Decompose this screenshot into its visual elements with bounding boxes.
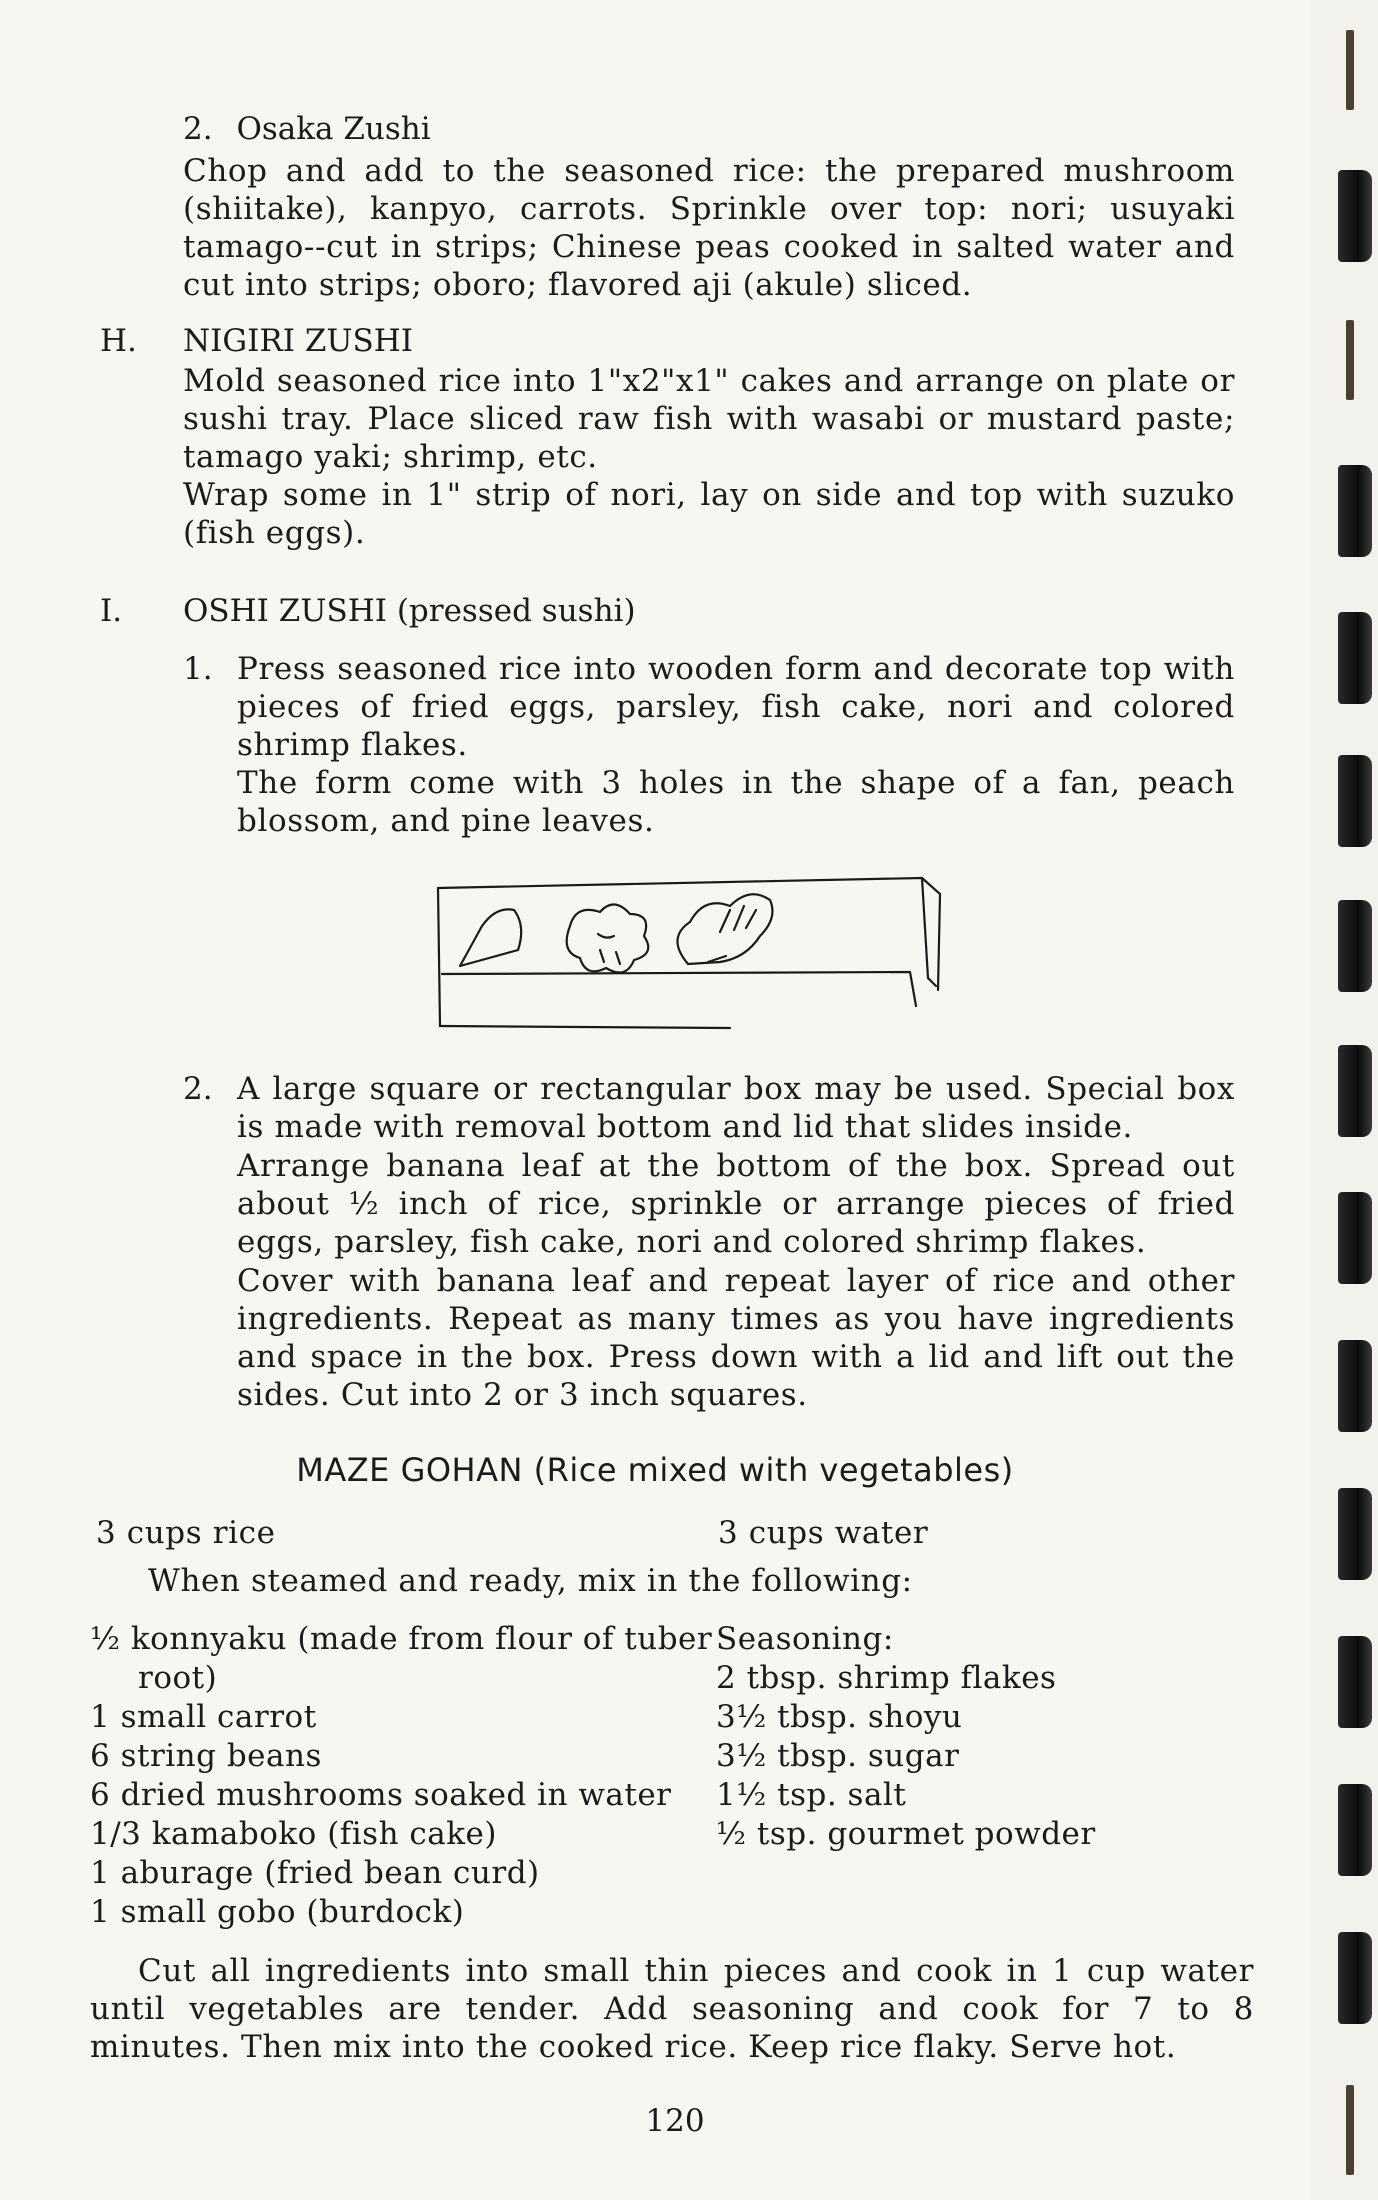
binding-ring: [1338, 900, 1372, 992]
seasoning-item: 3½ tbsp. shoyu: [716, 1699, 963, 1735]
ingredient-item: ½ konnyaku (made from flour of tuber: [90, 1621, 713, 1657]
nigiri-zushi-title: NIGIRI ZUSHI: [183, 323, 414, 359]
osaka-zushi-body: Chop and add to the seasoned rice: the prepared mushroom (shiitake), kanpyo, carrots. Sprinkle over top: nori; usuyaki tamago--cut in strips; Chinese peas cooked in salted water and cut into strips; oboro; flavored aji (akule) sliced.: [183, 153, 1235, 303]
section-h-letter: H.: [100, 323, 137, 359]
ingredient-item: 1 small carrot: [90, 1699, 317, 1735]
oshi-item2-para2: Arrange banana leaf at the bottom of the box. Spread out about ½ inch of rice, sprinkle or arrange pieces of fried eggs, parsley, fish cake, nori and colored shrimp flakes.: [237, 1148, 1235, 1260]
ingredient-item: 1 aburage (fried bean curd): [90, 1855, 540, 1891]
oshi-item2-number: 2.: [183, 1071, 213, 1107]
binding-ring: [1338, 1192, 1372, 1284]
seasoning-item: ½ tsp. gourmet powder: [716, 1816, 1096, 1852]
seasoning-item: 1½ tsp. salt: [716, 1777, 907, 1813]
osaka-zushi-heading: [183, 110, 431, 148]
ingredient-item: root): [138, 1660, 218, 1696]
binding-ring: [1346, 2085, 1354, 2175]
ingredient-item: 1/3 kamaboko (fish cake): [90, 1816, 497, 1852]
press-form-sketch: [430, 866, 950, 1032]
oshi-item1-para1: Press seasoned rice into wooden form and decorate top with pieces of fried eggs, parsley, fish cake, nori and colored shrimp flakes.: [237, 651, 1235, 763]
binding-ring: [1338, 612, 1372, 704]
maze-gohan-title: MAZE GOHAN (Rice mixed with vegetables): [296, 1451, 1014, 1489]
ingredient-item: 6 string beans: [90, 1738, 322, 1774]
seasoning-list: [716, 1620, 1096, 1854]
nigiri-zushi-para2: Wrap some in 1" strip of nori, lay on side and top with suzuko (fish eggs).: [183, 477, 1235, 551]
seasoning-item: 2 tbsp. shrimp flakes: [716, 1660, 1057, 1696]
nigiri-zushi-para1: Mold seasoned rice into 1"x2"x1" cakes and arrange on plate or sushi tray. Place sliced raw fish with wasabi or mustard paste; tamago yaki; shrimp, etc.: [183, 363, 1235, 475]
mix-instruction: When steamed and ready, mix in the following:: [148, 1563, 913, 1599]
binding-ring: [1338, 755, 1372, 847]
osaka-title: Osaka Zushi: [236, 111, 431, 147]
spiral-binding: [1310, 0, 1378, 2200]
osaka-number: 2.: [183, 111, 213, 147]
binding-ring: [1346, 320, 1354, 400]
binding-ring: [1338, 170, 1372, 262]
binding-ring: [1338, 1932, 1372, 2024]
oshi-item2-para3: Cover with banana leaf and repeat layer of rice and other ingredients. Repeat as many times as you have ingredients and space in the box. Press down with a lid and lift out the sides. Cut into 2 or 3 inch squares.: [237, 1263, 1235, 1413]
binding-ring: [1338, 465, 1372, 557]
ingredient-item: 1 small gobo (burdock): [90, 1894, 465, 1930]
oshi-item1-number: 1.: [183, 651, 213, 687]
binding-ring: [1338, 1636, 1372, 1728]
ingredient-list: [90, 1620, 712, 1932]
binding-ring: [1338, 1045, 1372, 1137]
oshi-zushi-title: OSHI ZUSHI (pressed sushi): [183, 593, 636, 629]
binding-ring: [1338, 1784, 1372, 1876]
maze-gohan-directions: Cut all ingredients into small thin pieces and cook in 1 cup water until vegetables are tender. Add seasoning and cook for 7 to 8 minutes. Then mix into the cooked rice. Keep rice flaky. Serve hot.: [90, 1953, 1254, 2065]
water-amount: 3 cups water: [718, 1515, 929, 1551]
rice-amount: 3 cups rice: [96, 1515, 276, 1551]
binding-ring: [1338, 1340, 1372, 1432]
oshi-item1-para2: The form come with 3 holes in the shape of a fan, peach blossom, and pine leaves.: [237, 765, 1235, 839]
binding-ring: [1338, 1488, 1372, 1580]
oshi-item2-para1: A large square or rectangular box may be used. Special box is made with removal bottom and lid that slides inside.: [237, 1071, 1235, 1145]
seasoning-heading: Seasoning:: [716, 1621, 894, 1657]
page-number: 120: [645, 2103, 705, 2139]
section-i-letter: I.: [100, 593, 123, 629]
seasoning-item: 3½ tbsp. sugar: [716, 1738, 960, 1774]
ingredient-item: 6 dried mushrooms soaked in water: [90, 1777, 672, 1813]
binding-ring: [1346, 30, 1354, 110]
